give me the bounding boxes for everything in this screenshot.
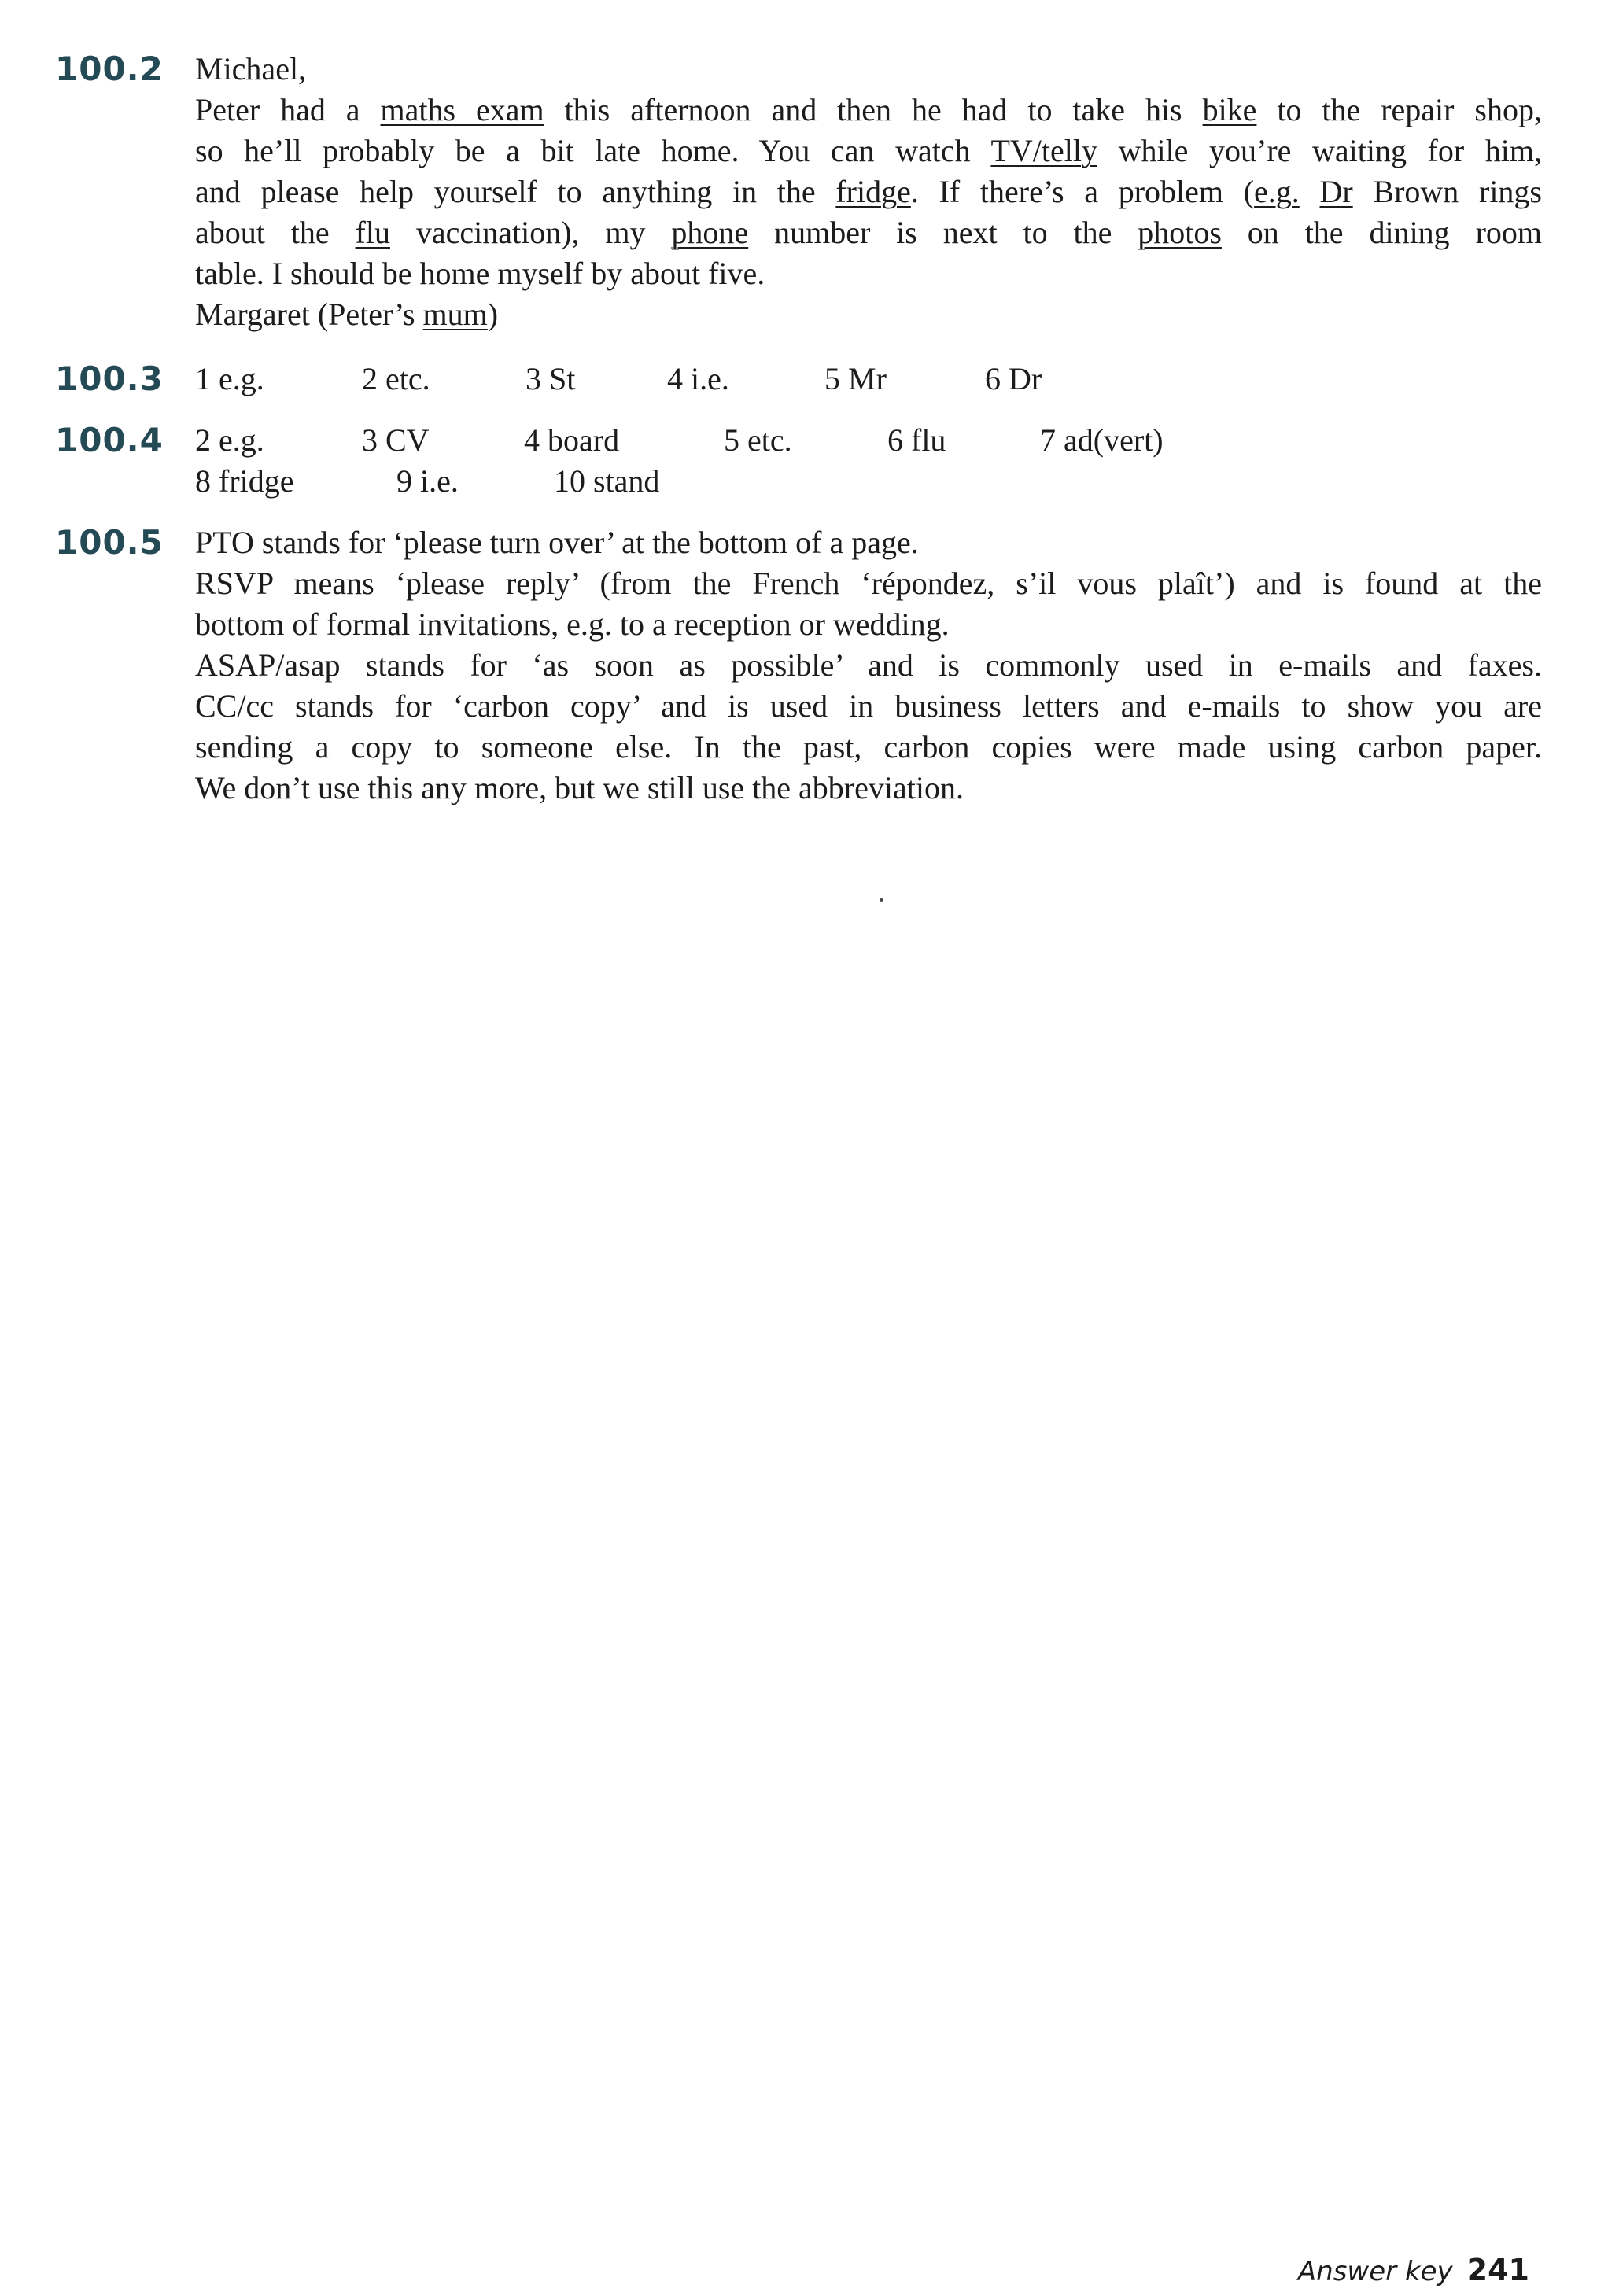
section-100-3 (55, 359, 1550, 400)
underlined-word: photos (1138, 215, 1222, 250)
explanation-line: PTO stands for ‘please turn over’ at the bottom of a page. (195, 525, 919, 560)
explanation-line: sending a copy to someone else. In the past, carbon copies were made using carbon paper. (195, 729, 1542, 765)
answer-item: 2 etc. (362, 361, 430, 396)
section-number: 100.2 (55, 50, 164, 88)
note-line: Peter had a maths exam this afternoon and then he had to take his bike to the repair shop, (195, 92, 1542, 127)
answer-item: 10 stand (554, 463, 660, 499)
underlined-word: Dr (1319, 174, 1353, 209)
underlined-word: fridge (835, 174, 911, 209)
underlined-word: e.g. (1254, 174, 1300, 209)
answer-row (195, 461, 1542, 502)
underlined-word: bike (1202, 92, 1257, 127)
section-100-5 (55, 522, 1550, 813)
section-body (195, 49, 1542, 335)
answer-item: 3 St (526, 361, 576, 396)
explanation-line: bottom of formal invitations, e.g. to a reception or wedding. (195, 606, 950, 642)
answer-item: 4 i.e. (667, 361, 729, 396)
explanation-line: We don’t use this any more, but we still use the abbreviation. (195, 770, 964, 805)
section-number: 100.3 (55, 359, 164, 398)
answer-item: 5 etc. (724, 422, 792, 458)
answer-row (195, 420, 1542, 461)
explanation-line: ASAP/asap stands for ‘as soon as possible’ and is commonly used in e-mails and faxes. (195, 647, 1542, 683)
answer-item: 7 ad(vert) (1040, 422, 1164, 458)
section-body (195, 522, 1542, 809)
section-number: 100.5 (55, 523, 164, 562)
answer-item: 4 board (524, 422, 620, 458)
answer-item: 5 Mr (824, 361, 887, 396)
answer-item: 1 e.g. (195, 361, 264, 396)
page-number: 241 (1466, 2253, 1529, 2287)
section-body (195, 359, 1542, 400)
note-signature: Margaret (Peter’s mum) (195, 297, 499, 332)
answer-item: 6 Dr (985, 361, 1042, 396)
note-greeting: Michael, (195, 51, 307, 87)
answer-item: 3 CV (362, 422, 430, 458)
explanation-line: CC/cc stands for ‘carbon copy’ and is used in business letters and e-mails to show you are (195, 688, 1542, 724)
answer-item: 6 flu (887, 422, 946, 458)
answer-item: 2 e.g. (195, 422, 264, 458)
note-line: table. I should be home myself by about five. (195, 256, 765, 291)
answer-item: 9 i.e. (396, 463, 459, 499)
underlined-word: maths exam (380, 92, 544, 127)
answer-row (195, 359, 1542, 400)
underlined-word: phone (671, 215, 749, 250)
footer-label: Answer key (1297, 2256, 1453, 2287)
underlined-word: mum (422, 297, 488, 332)
stray-dot (880, 898, 883, 902)
page-footer (1298, 2253, 1529, 2287)
note-line: about the flu vaccination), my phone number is next to the photos on the dining room (195, 215, 1542, 250)
section-100-4 (55, 420, 1550, 502)
explanation-line: RSVP means ‘please reply’ (from the French ‘répondez, s’il vous plaît’) and is found at the (195, 566, 1542, 601)
underlined-word: flu (355, 215, 390, 250)
answer-item: 8 fridge (195, 463, 294, 499)
underlined-word: TV/telly (990, 133, 1097, 168)
note-line: and please help yourself to anything in the fridge. If there’s a problem (e.g. Dr Brown rings (195, 174, 1542, 209)
section-number: 100.4 (55, 421, 164, 459)
section-body (195, 420, 1542, 502)
section-100-2 (55, 49, 1550, 348)
note-line: so he’ll probably be a bit late home. You can watch TV/telly while you’re waiting for him, (195, 133, 1542, 168)
